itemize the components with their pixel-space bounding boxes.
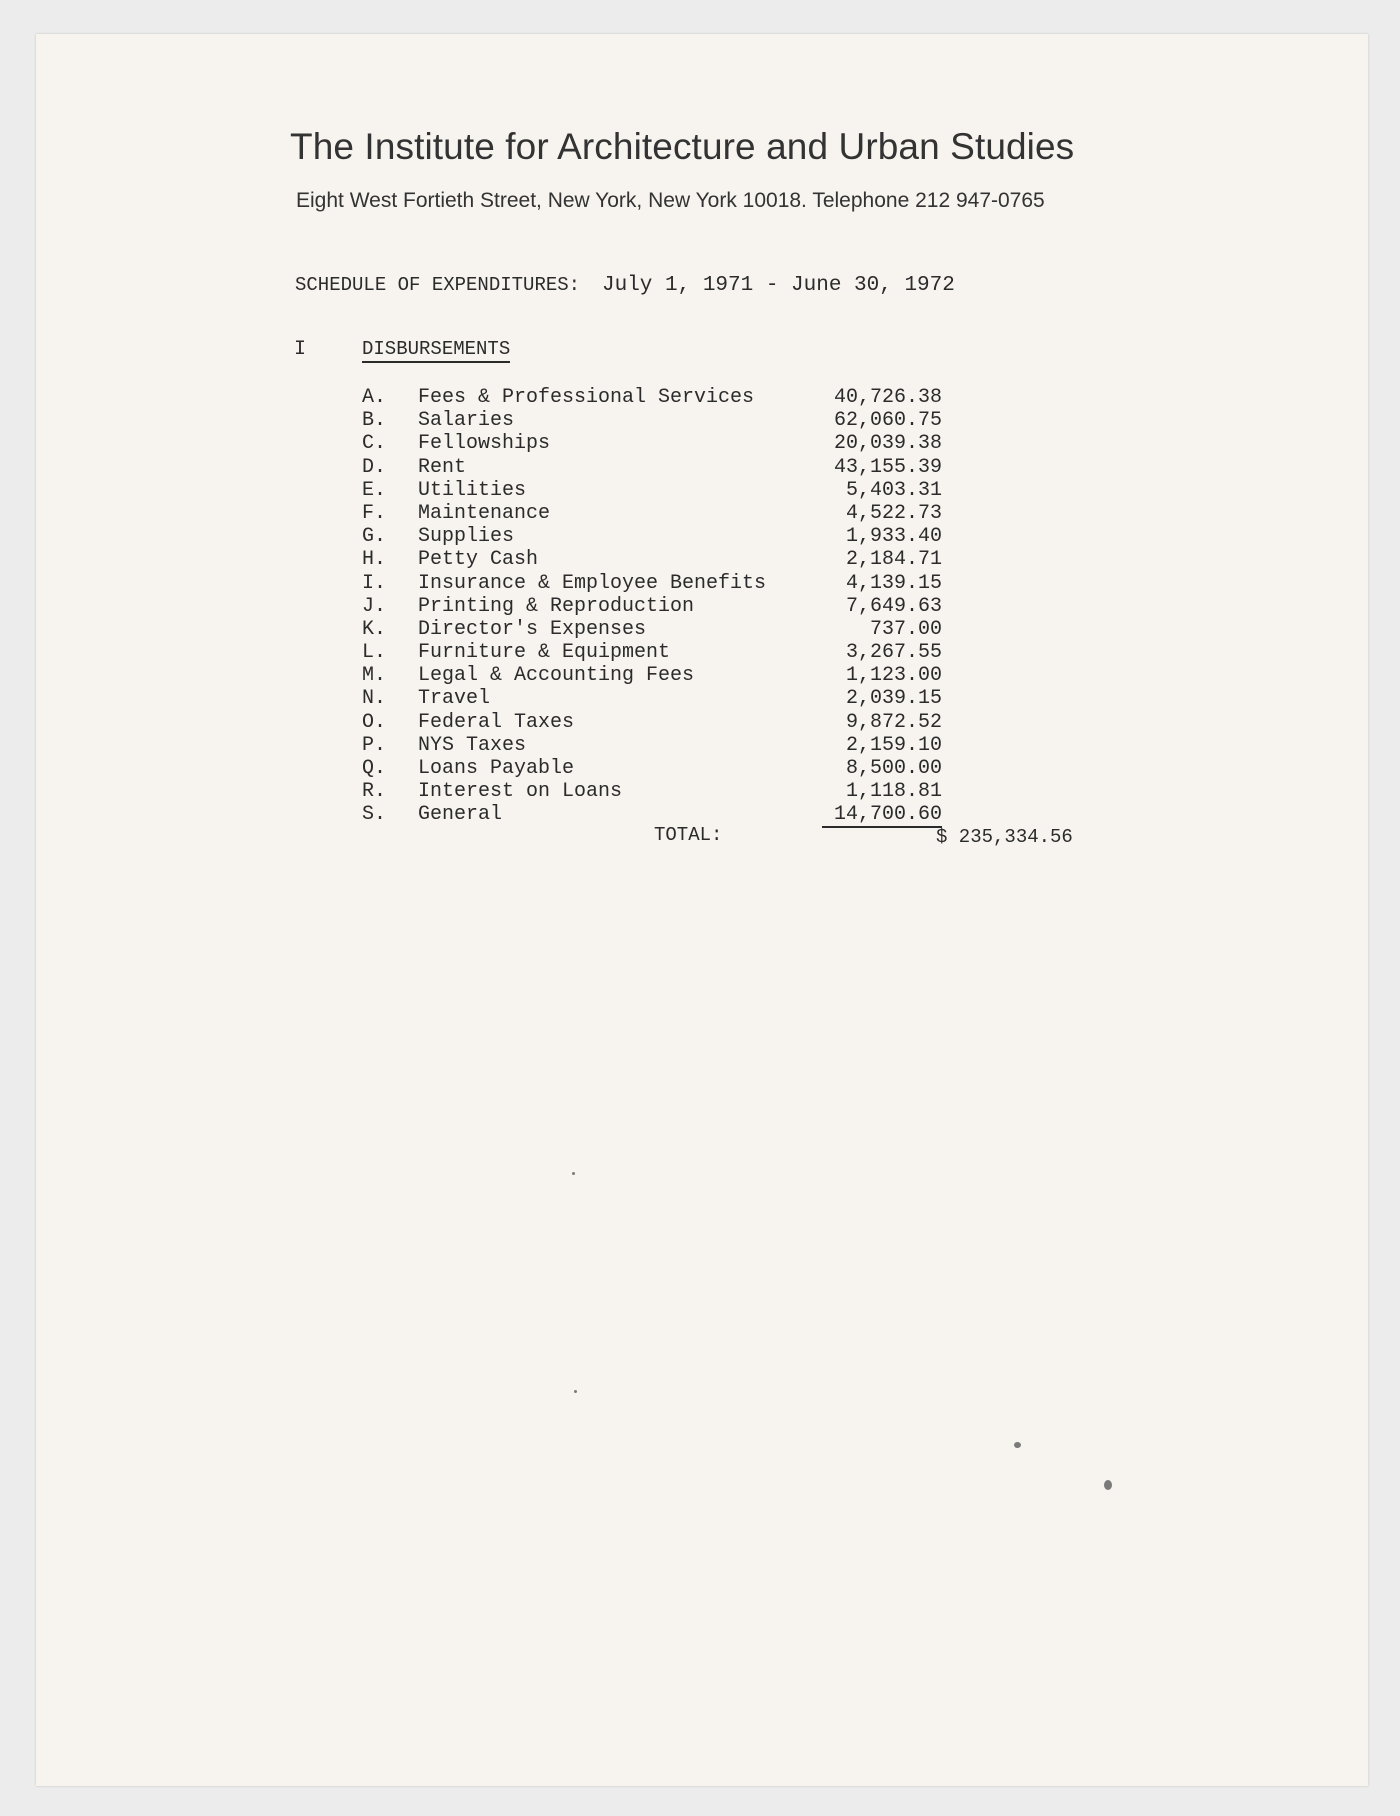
item-description: NYS Taxes [418,733,527,757]
item-amount: 14,700.60 [822,803,942,828]
item-letter: M. [362,664,387,688]
item-letter: K. [362,617,387,641]
item-description: Loans Payable [418,757,575,780]
schedule-dates: July 1, 1971 - June 30, 1972 [602,274,955,297]
disbursement-list [36,386,1368,827]
item-description: Director's Expenses [418,617,647,641]
item-letter: C. [362,432,387,456]
item-amount: 3,267.55 [845,641,942,665]
item-amount: 4,139.15 [845,571,942,595]
item-amount: 43,155.39 [833,455,942,479]
item-letter: I. [362,571,387,595]
item-letter: S. [362,803,387,827]
total-value: $ 235,334.56 [936,826,1073,848]
item-letter: E. [362,478,387,502]
document-page [36,34,1368,1786]
item-letter: O. [362,710,387,734]
item-amount: 4,522.73 [845,501,942,525]
list-item [36,757,1368,780]
list-item [36,711,1368,734]
item-amount: 1,123.00 [845,664,942,688]
item-letter: D. [362,455,387,479]
item-amount: 2,184.71 [845,548,942,572]
item-amount: 2,039.15 [845,687,942,711]
item-amount: 5,403.31 [845,478,942,502]
item-amount: 20,039.38 [833,432,942,456]
list-item [36,409,1368,432]
section-number: I [294,338,307,361]
item-letter: H. [362,548,387,572]
item-amount: 737.00 [869,617,942,641]
item-letter: L. [362,641,387,665]
item-amount: 1,933.40 [845,525,942,549]
item-letter: F. [362,501,387,525]
item-description: Legal & Accounting Fees [418,664,695,688]
item-description: General [418,803,503,827]
item-letter: N. [362,687,387,711]
section-title: DISBURSEMENTS [362,338,510,363]
list-item [36,734,1368,757]
item-letter: G. [362,525,387,549]
letterhead-title: The Institute for Architecture and Urban Studies [290,126,1075,167]
list-item [36,595,1368,618]
schedule-title: SCHEDULE OF EXPENDITURES: [295,274,581,296]
paper-speck [1104,1480,1112,1490]
list-item [36,548,1368,571]
total-label: TOTAL: [654,824,723,846]
item-letter: P. [362,733,387,757]
item-amount: 2,159.10 [845,733,942,757]
paper-speck [1014,1442,1021,1448]
item-description: Salaries [418,409,515,433]
letterhead-address: Eight West Fortieth Street, New York, New York 10018. Telephone 212 947-0765 [296,189,1045,212]
item-letter: B. [362,409,387,433]
item-amount: 7,649.63 [845,594,942,618]
item-amount: 62,060.75 [833,409,942,433]
item-letter: A. [362,386,387,409]
item-description: Utilities [418,478,527,502]
list-item [36,618,1368,641]
item-description: Fees & Professional Services [418,386,755,409]
list-item [36,386,1368,409]
item-description: Fellowships [418,432,551,456]
list-item [36,664,1368,687]
list-item [36,432,1368,455]
list-item [36,641,1368,664]
item-amount: 1,118.81 [845,780,942,804]
item-amount: 9,872.52 [845,710,942,734]
item-description: Furniture & Equipment [418,641,671,665]
item-letter: J. [362,594,387,618]
item-amount: 40,726.38 [833,386,942,409]
item-description: Insurance & Employee Benefits [418,571,767,595]
list-item [36,525,1368,548]
list-item [36,456,1368,479]
paper-speck [574,1390,577,1393]
list-item [36,502,1368,525]
item-description: Petty Cash [418,548,539,572]
item-letter: R. [362,780,387,804]
item-description: Supplies [418,525,515,549]
item-description: Interest on Loans [418,780,623,804]
list-item [36,572,1368,595]
item-description: Travel [418,687,491,711]
item-amount: 8,500.00 [845,757,942,780]
item-description: Maintenance [418,501,551,525]
list-item [36,780,1368,803]
list-item [36,687,1368,710]
item-letter: Q. [362,757,387,780]
paper-speck [572,1172,575,1175]
item-description: Printing & Reproduction [418,594,695,618]
item-description: Federal Taxes [418,710,575,734]
list-item [36,479,1368,502]
item-description: Rent [418,455,467,479]
